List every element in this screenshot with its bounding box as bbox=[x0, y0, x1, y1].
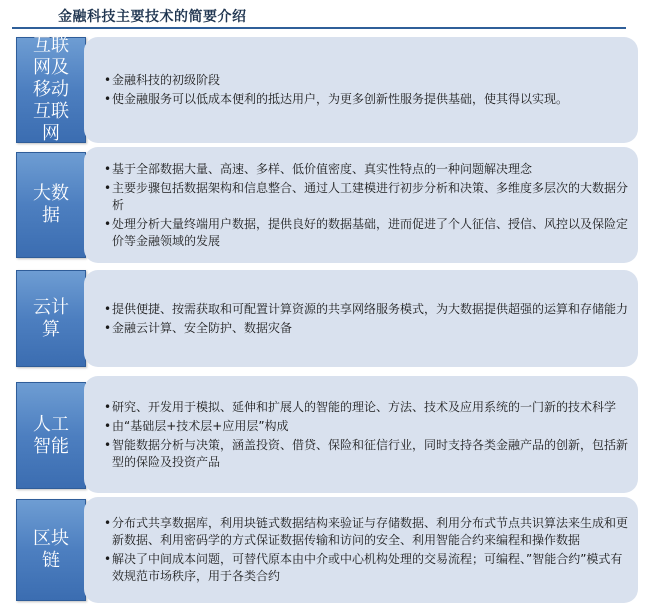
row-label: 区块链 bbox=[33, 528, 69, 571]
bullet-list bbox=[112, 513, 628, 587]
row-content-box bbox=[84, 497, 638, 603]
bullet-item: • 处理分析大量终端用户数据，提供良好的数据基础，进而促进了个人征信、授信、风控以及保险定价等金融领域的发展 bbox=[112, 216, 628, 250]
bullet-list bbox=[112, 159, 628, 252]
bullet-item: • 使金融服务可以低成本便利的抵达用户，为更多创新性服务提供基础，使其得以实现。 bbox=[112, 91, 628, 108]
bullet-item: • 分布式共享数据库，利用块链式数据结构来验证与存储数据、利用分布式节点共识算法来生成和更新数据、利用密码学的方式保证数据传输和访问的安全、利用智能合约来编程和操作数据 bbox=[112, 515, 628, 549]
row-content-box bbox=[84, 376, 638, 493]
title-divider bbox=[12, 27, 626, 29]
row-label-box bbox=[16, 270, 86, 367]
row-label: 大数据 bbox=[33, 183, 69, 226]
row-label-box bbox=[16, 499, 86, 601]
row-content-box bbox=[84, 147, 638, 263]
row-label: 互联网及移动互联网 bbox=[33, 35, 69, 144]
bullet-item: • 金融科技的初级阶段 bbox=[112, 72, 628, 89]
bullet-item: • 金融云计算、安全防护、数据灾备 bbox=[112, 320, 628, 337]
bullet-item: • 研究、开发用于模拟、延伸和扩展人的智能的理论、方法、技术及应用系统的一门新的技术科学 bbox=[112, 399, 628, 416]
bullet-item: • 提供便捷、按需获取和可配置计算资源的共享网络服务模式，为大数据提供超强的运算和存储能力 bbox=[112, 301, 628, 318]
bullet-item: • 解决了中间成本问题，可替代原本由中介或中心机构处理的交易流程；可编程、”智能合约”模式有效规范市场秩序，用于各类合约 bbox=[112, 551, 628, 585]
row-content-box bbox=[84, 37, 638, 143]
row-label-box bbox=[16, 152, 86, 258]
row-label: 人工智能 bbox=[33, 413, 69, 457]
bullet-list bbox=[112, 70, 628, 110]
row-label: 云计算 bbox=[33, 296, 69, 340]
row-label-box bbox=[16, 382, 86, 489]
page-title: 金融科技主要技术的简要介绍 bbox=[58, 9, 247, 25]
row-label-box bbox=[16, 37, 86, 143]
bullet-item: • 智能数据分析与决策，涵盖投资、借贷、保险和征信行业，同时支持各类金融产品的创新，包括新型的保险及投资产品 bbox=[112, 437, 628, 471]
bullet-list bbox=[112, 299, 628, 339]
bullet-list bbox=[112, 397, 628, 473]
bullet-item: • 由“基础层+技术层+应用层”构成 bbox=[112, 418, 628, 435]
bullet-item: • 主要步骤包括数据架构和信息整合、通过人工建模进行初步分析和决策、多维度多层次的大数据分析 bbox=[112, 180, 628, 214]
bullet-item: • 基于全部数据大量、高速、多样、低价值密度、真实性特点的一种问题解决理念 bbox=[112, 161, 628, 178]
row-content-box bbox=[84, 270, 638, 367]
